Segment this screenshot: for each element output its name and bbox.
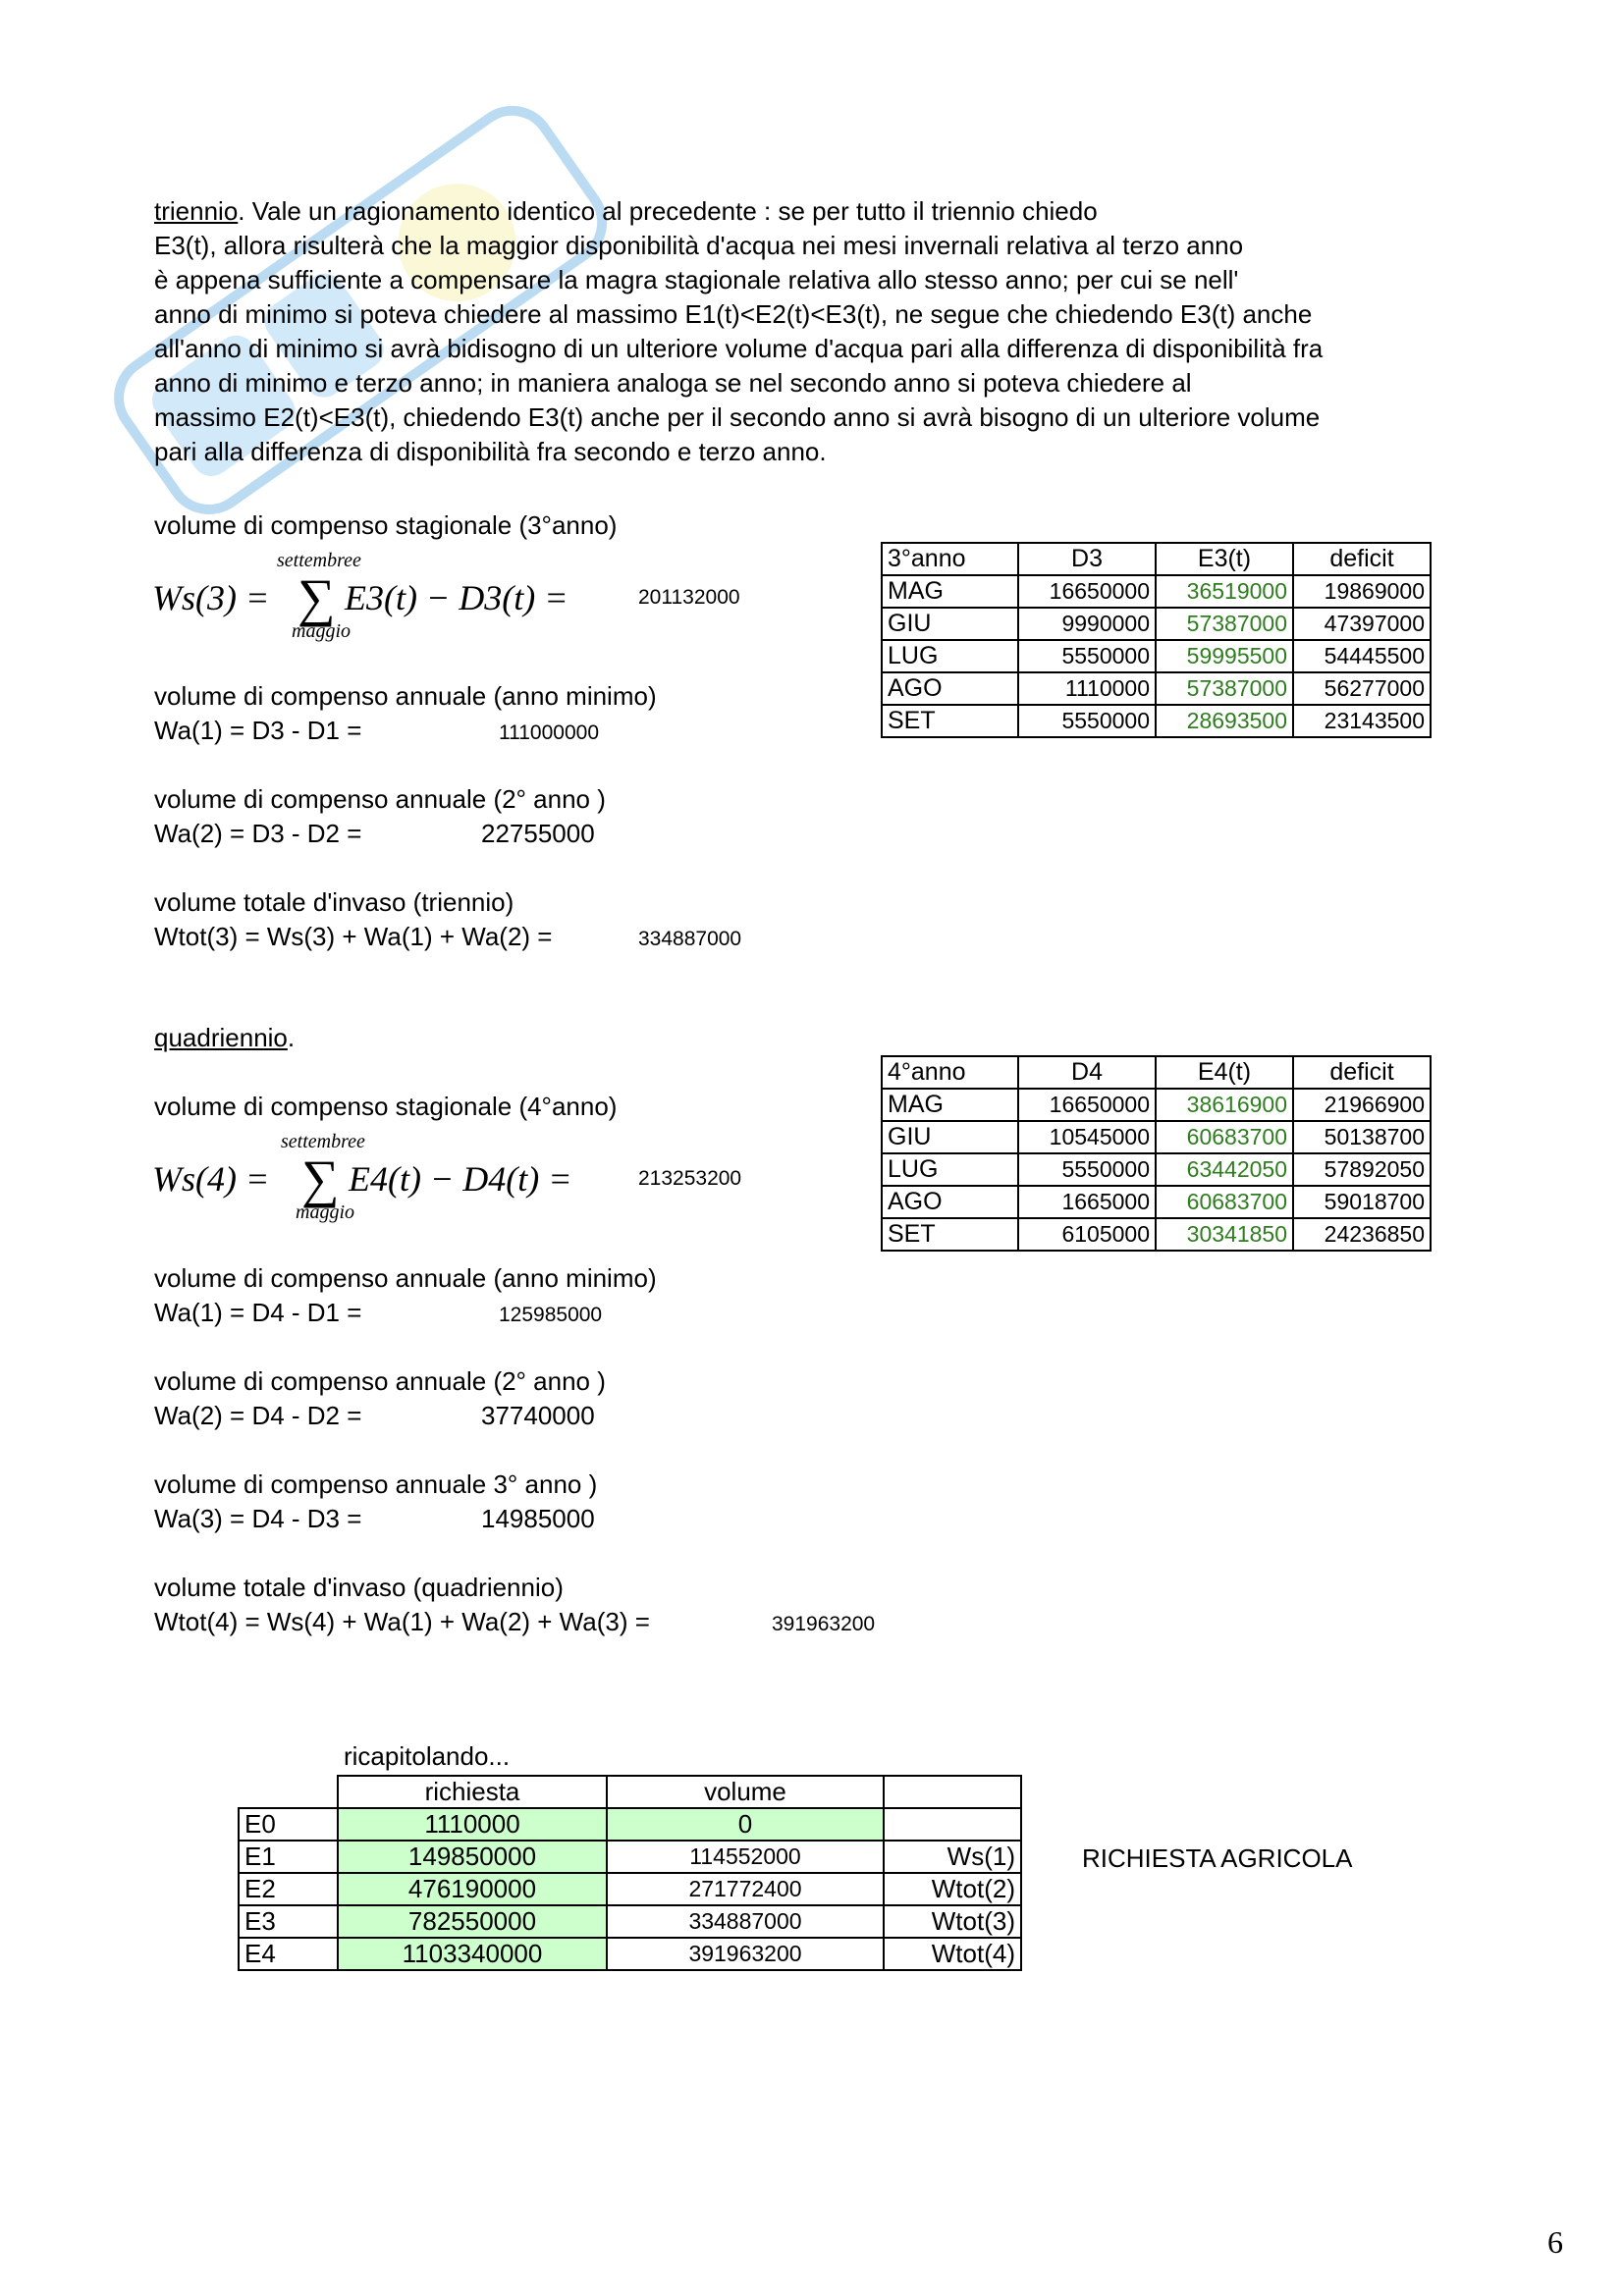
table-cell: 16650000 xyxy=(1018,1089,1156,1121)
table-header: D3 xyxy=(1018,543,1156,575)
table-cell: 19869000 xyxy=(1293,575,1431,608)
table-cell: E2 xyxy=(239,1873,338,1905)
table-cell: SET xyxy=(882,1218,1018,1251)
heading-suffix: . xyxy=(287,1023,296,1052)
quad-wa3-label: volume di compenso annuale 3° anno ) xyxy=(154,1469,598,1499)
table-cell: Wtot(4) xyxy=(884,1938,1021,1970)
heading-text: quadriennio xyxy=(154,1023,288,1052)
table-cell: GIU xyxy=(882,608,1018,640)
table-cell: 54445500 xyxy=(1293,640,1431,672)
table-header: D4 xyxy=(1018,1056,1156,1089)
table-row xyxy=(239,1808,1021,1841)
table-cell: 57387000 xyxy=(1156,672,1293,705)
tri-wa1-value: 111000000 xyxy=(499,721,599,744)
summary-table xyxy=(238,1775,1022,1971)
intro-paragraph xyxy=(154,194,1431,469)
table-cell: 56277000 xyxy=(1293,672,1431,705)
table-cell: 1103340000 xyxy=(338,1938,607,1970)
quad-wa2-label: volume di compenso annuale (2° anno ) xyxy=(154,1366,606,1396)
tri-wa2-equation: Wa(2) = D3 - D2 = xyxy=(154,819,362,848)
intro-line: anno di minimo si poteva chiedere al massimo E1(t)<E2(t)<E3(t), ne segue che chiedendo E3(t) anche xyxy=(154,299,1313,329)
table-cell: 5550000 xyxy=(1018,640,1156,672)
formula-upper-limit: settembree xyxy=(281,1131,365,1152)
intro-line: anno di minimo e terzo anno; in maniera analoga se nel secondo anno si poteva chiedere al xyxy=(154,368,1192,398)
tri-deficit-table xyxy=(881,542,1432,738)
intro-line: . Vale un ragionamento identico al precedente : se per tutto il triennio chiedo xyxy=(238,196,1098,226)
sigma-symbol: ∑ xyxy=(301,1149,340,1208)
intro-line: pari alla differenza di disponibilità fra secondo e terzo anno. xyxy=(154,437,827,466)
table-cell: LUG xyxy=(882,1153,1018,1186)
intro-line: massimo E2(t)<E3(t), chiedendo E3(t) anche per il secondo anno si avrà bisogno di un ulteriore volume xyxy=(154,402,1321,432)
section-heading-triennio: triennio xyxy=(154,196,239,226)
tri-total-value: 334887000 xyxy=(638,928,742,950)
table-row xyxy=(882,1218,1431,1251)
table-cell: 10545000 xyxy=(1018,1121,1156,1153)
table-cell xyxy=(884,1776,1021,1808)
summary-note: RICHIESTA AGRICOLA xyxy=(1082,1843,1353,1873)
table-row xyxy=(239,1905,1021,1938)
quad-wa1-value: 125985000 xyxy=(499,1304,603,1326)
table-cell: 57387000 xyxy=(1156,608,1293,640)
table-cell: 36519000 xyxy=(1156,575,1293,608)
table-cell: 5550000 xyxy=(1018,1153,1156,1186)
table-header: volume xyxy=(607,1776,884,1808)
table-cell: 271772400 xyxy=(607,1873,884,1905)
table-cell: 59018700 xyxy=(1293,1186,1431,1218)
formula-lhs: Ws(4) = xyxy=(152,1159,270,1199)
summary-title: ricapitolando... xyxy=(344,1741,511,1771)
table-header: 4°anno xyxy=(882,1056,1018,1089)
intro-line: E3(t), allora risulterà che la maggior disponibilità d'acqua nei mesi invernali relativa al terzo anno xyxy=(154,231,1244,260)
table-cell: 0 xyxy=(607,1808,884,1841)
table-row xyxy=(882,640,1431,672)
table-cell: 60683700 xyxy=(1156,1186,1293,1218)
table-header-row xyxy=(239,1776,1021,1808)
quad-wa1-label: volume di compenso annuale (anno minimo) xyxy=(154,1263,657,1293)
table-cell: 24236850 xyxy=(1293,1218,1431,1251)
formula-rhs: E3(t) − D3(t) = xyxy=(345,578,568,617)
table-header: deficit xyxy=(1293,1056,1431,1089)
quad-wa1-equation: Wa(1) = D4 - D1 = xyxy=(154,1298,362,1327)
table-cell: 1665000 xyxy=(1018,1186,1156,1218)
table-header-row xyxy=(882,1056,1431,1089)
table-cell: 38616900 xyxy=(1156,1089,1293,1121)
table-cell: 57892050 xyxy=(1293,1153,1431,1186)
table-cell: 16650000 xyxy=(1018,575,1156,608)
table-row xyxy=(882,1153,1431,1186)
tri-wa1-label: volume di compenso annuale (anno minimo) xyxy=(154,681,657,711)
tri-wa2-label: volume di compenso annuale (2° anno ) xyxy=(154,784,606,814)
page-number: 6 xyxy=(1547,2224,1563,2260)
table-header-row xyxy=(882,543,1431,575)
quad-ws-label: volume di compenso stagionale (4°anno) xyxy=(154,1092,618,1121)
quad-total-label: volume totale d'invaso (quadriennio) xyxy=(154,1573,564,1602)
table-cell: SET xyxy=(882,705,1018,737)
table-cell: 47397000 xyxy=(1293,608,1431,640)
table-cell: 334887000 xyxy=(607,1905,884,1938)
table-row xyxy=(882,1186,1431,1218)
table-cell: 782550000 xyxy=(338,1905,607,1938)
table-cell: 1110000 xyxy=(1018,672,1156,705)
table-cell: 59995500 xyxy=(1156,640,1293,672)
formula-lhs: Ws(3) = xyxy=(152,578,270,617)
quad-deficit-table xyxy=(881,1055,1432,1252)
table-cell: AGO xyxy=(882,672,1018,705)
table-cell: 476190000 xyxy=(338,1873,607,1905)
table-cell xyxy=(884,1808,1021,1841)
table-cell: 149850000 xyxy=(338,1841,607,1873)
table-header: richiesta xyxy=(338,1776,607,1808)
table-row xyxy=(882,608,1431,640)
intro-line: è appena sufficiente a compensare la magra stagionale relativa allo stesso anno; per cui se nell' xyxy=(154,265,1239,294)
table-cell: LUG xyxy=(882,640,1018,672)
table-row xyxy=(882,672,1431,705)
table-cell: 30341850 xyxy=(1156,1218,1293,1251)
table-cell: 50138700 xyxy=(1293,1121,1431,1153)
quad-wa2-equation: Wa(2) = D4 - D2 = xyxy=(154,1401,362,1430)
formula-lower-limit: maggio xyxy=(292,620,351,642)
table-cell: MAG xyxy=(882,575,1018,608)
quad-ws-value: 213253200 xyxy=(638,1167,742,1190)
tri-ws-value: 201132000 xyxy=(638,586,740,609)
table-cell: 63442050 xyxy=(1156,1153,1293,1186)
table-row xyxy=(882,575,1431,608)
table-cell: E0 xyxy=(239,1808,338,1841)
tri-total-label: volume totale d'invaso (triennio) xyxy=(154,887,514,917)
table-cell: 391963200 xyxy=(607,1938,884,1970)
table-cell: AGO xyxy=(882,1186,1018,1218)
table-cell: E4 xyxy=(239,1938,338,1970)
table-header: 3°anno xyxy=(882,543,1018,575)
tri-ws-formula xyxy=(152,550,604,648)
tri-total-equation: Wtot(3) = Ws(3) + Wa(1) + Wa(2) = xyxy=(154,922,553,951)
quad-ws-formula xyxy=(152,1131,604,1229)
table-cell: 5550000 xyxy=(1018,705,1156,737)
quad-wa2-value: 37740000 xyxy=(481,1401,595,1430)
table-cell: 28693500 xyxy=(1156,705,1293,737)
quad-total-equation: Wtot(4) = Ws(4) + Wa(1) + Wa(2) + Wa(3) = xyxy=(154,1607,650,1636)
section-heading-quadriennio xyxy=(154,1021,295,1054)
table-row xyxy=(882,1121,1431,1153)
table-cell: 9990000 xyxy=(1018,608,1156,640)
table-cell: GIU xyxy=(882,1121,1018,1153)
formula-lower-limit: maggio xyxy=(296,1201,354,1223)
table-cell: 6105000 xyxy=(1018,1218,1156,1251)
table-cell xyxy=(239,1776,338,1808)
table-header: deficit xyxy=(1293,543,1431,575)
table-header: E3(t) xyxy=(1156,543,1293,575)
sigma-symbol: ∑ xyxy=(298,568,336,627)
table-cell: E3 xyxy=(239,1905,338,1938)
table-row xyxy=(882,1089,1431,1121)
table-cell: 60683700 xyxy=(1156,1121,1293,1153)
table-cell: Ws(1) xyxy=(884,1841,1021,1873)
table-cell: 1110000 xyxy=(338,1808,607,1841)
table-header: E4(t) xyxy=(1156,1056,1293,1089)
quad-wa3-value: 14985000 xyxy=(481,1504,595,1533)
table-cell: 114552000 xyxy=(607,1841,884,1873)
tri-wa1-equation: Wa(1) = D3 - D1 = xyxy=(154,716,362,745)
formula-upper-limit: settembree xyxy=(277,550,361,571)
table-row xyxy=(239,1873,1021,1905)
table-cell: 21966900 xyxy=(1293,1089,1431,1121)
table-cell: MAG xyxy=(882,1089,1018,1121)
table-row xyxy=(882,705,1431,737)
table-cell: Wtot(2) xyxy=(884,1873,1021,1905)
quad-wa3-equation: Wa(3) = D4 - D3 = xyxy=(154,1504,362,1533)
quad-total-value: 391963200 xyxy=(772,1613,876,1635)
tri-wa2-value: 22755000 xyxy=(481,819,595,848)
table-cell: Wtot(3) xyxy=(884,1905,1021,1938)
intro-line: all'anno di minimo si avrà bidisogno di un ulteriore volume d'acqua pari alla differenza di disponibilità fra xyxy=(154,334,1324,363)
table-cell: E1 xyxy=(239,1841,338,1873)
formula-rhs: E4(t) − D4(t) = xyxy=(349,1159,572,1199)
table-row xyxy=(239,1841,1021,1873)
tri-ws-label: volume di compenso stagionale (3°anno) xyxy=(154,510,618,540)
table-row xyxy=(239,1938,1021,1970)
table-cell: 23143500 xyxy=(1293,705,1431,737)
